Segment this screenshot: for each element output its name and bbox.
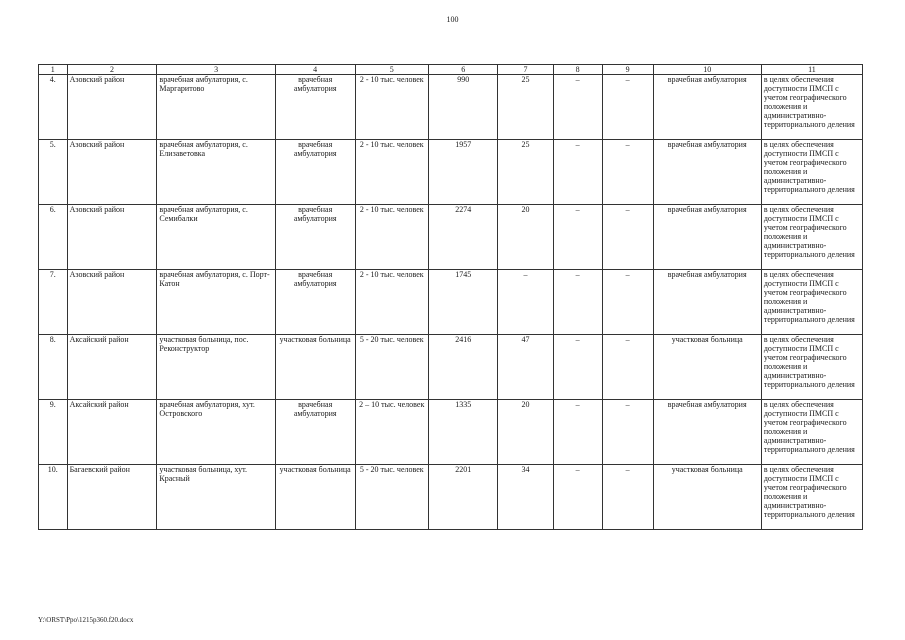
col7-value: 20 bbox=[498, 205, 553, 270]
col-header: 9 bbox=[602, 65, 653, 75]
row-number: 4. bbox=[39, 75, 68, 140]
planned-type-cell: врачебная амбулатория bbox=[653, 400, 761, 465]
population-cell: 2 - 10 тыс. человек bbox=[355, 140, 429, 205]
col9-value: – bbox=[602, 75, 653, 140]
facility-type-cell: врачебная амбулатория bbox=[275, 270, 355, 335]
district-cell: Азовский район bbox=[67, 205, 157, 270]
table-row bbox=[39, 205, 863, 270]
col7-value: 20 bbox=[498, 400, 553, 465]
col7-value: 47 bbox=[498, 335, 553, 400]
facility-type-cell: врачебная амбулатория bbox=[275, 400, 355, 465]
table-row bbox=[39, 335, 863, 400]
col-header: 6 bbox=[429, 65, 498, 75]
population-cell: 5 - 20 тыс. человек bbox=[355, 335, 429, 400]
col-header: 10 bbox=[653, 65, 761, 75]
col6-value: 1957 bbox=[429, 140, 498, 205]
col9-value: – bbox=[602, 140, 653, 205]
col8-value: – bbox=[553, 140, 602, 205]
col8-value: – bbox=[553, 75, 602, 140]
facilities-table bbox=[38, 64, 863, 530]
col9-value: – bbox=[602, 465, 653, 530]
population-cell: 2 - 10 тыс. человек bbox=[355, 270, 429, 335]
district-cell: Азовский район bbox=[67, 270, 157, 335]
col6-value: 2274 bbox=[429, 205, 498, 270]
population-cell: 2 - 10 тыс. человек bbox=[355, 205, 429, 270]
col9-value: – bbox=[602, 270, 653, 335]
col8-value: – bbox=[553, 270, 602, 335]
facility-type-cell: участковая больница bbox=[275, 335, 355, 400]
district-cell: Аксайский район bbox=[67, 400, 157, 465]
facility-cell: участковая больница, пос. Реконструктор bbox=[157, 335, 275, 400]
justification-cell: в целях обеспечения доступности ПМСП с учетом географического положения и административно-территориального деления bbox=[761, 335, 862, 400]
district-cell: Багаевский район bbox=[67, 465, 157, 530]
justification-cell: в целях обеспечения доступности ПМСП с учетом географического положения и административно-территориального деления bbox=[761, 75, 862, 140]
facility-cell: врачебная амбулатория, с. Маргаритово bbox=[157, 75, 275, 140]
planned-type-cell: врачебная амбулатория bbox=[653, 205, 761, 270]
col7-value: 25 bbox=[498, 75, 553, 140]
facility-type-cell: участковая больница bbox=[275, 465, 355, 530]
col-header: 8 bbox=[553, 65, 602, 75]
facility-cell: врачебная амбулатория, с. Семибалки bbox=[157, 205, 275, 270]
row-number: 9. bbox=[39, 400, 68, 465]
district-cell: Азовский район bbox=[67, 140, 157, 205]
planned-type-cell: врачебная амбулатория bbox=[653, 75, 761, 140]
col8-value: – bbox=[553, 205, 602, 270]
facility-cell: врачебная амбулатория, с. Порт-Катон bbox=[157, 270, 275, 335]
page-number: 100 bbox=[446, 15, 459, 24]
population-cell: 5 - 20 тыс. человек bbox=[355, 465, 429, 530]
col6-value: 2201 bbox=[429, 465, 498, 530]
col-header: 4 bbox=[275, 65, 355, 75]
table-row bbox=[39, 140, 863, 205]
facility-cell: врачебная амбулатория, с. Елизаветовка bbox=[157, 140, 275, 205]
facility-cell: участковая больница, хут. Красный bbox=[157, 465, 275, 530]
col8-value: – bbox=[553, 465, 602, 530]
col-header: 5 bbox=[355, 65, 429, 75]
col6-value: 1335 bbox=[429, 400, 498, 465]
justification-cell: в целях обеспечения доступности ПМСП с учетом географического положения и административно-территориального деления bbox=[761, 205, 862, 270]
district-cell: Аксайский район bbox=[67, 335, 157, 400]
col-header: 1 bbox=[39, 65, 68, 75]
col8-value: – bbox=[553, 335, 602, 400]
row-number: 10. bbox=[39, 465, 68, 530]
col-header: 3 bbox=[157, 65, 275, 75]
file-path-footer: Y:\ORST\Ppo\1215p360.f20.docx bbox=[38, 616, 134, 624]
planned-type-cell: участковая больница bbox=[653, 335, 761, 400]
justification-cell: в целях обеспечения доступности ПМСП с учетом географического положения и административно-территориального деления bbox=[761, 465, 862, 530]
planned-type-cell: врачебная амбулатория bbox=[653, 270, 761, 335]
population-cell: 2 - 10 тыс. человек bbox=[355, 75, 429, 140]
col9-value: – bbox=[602, 400, 653, 465]
planned-type-cell: участковая больница bbox=[653, 465, 761, 530]
col7-value: 25 bbox=[498, 140, 553, 205]
col-header: 11 bbox=[761, 65, 862, 75]
col-header: 2 bbox=[67, 65, 157, 75]
col9-value: – bbox=[602, 335, 653, 400]
justification-cell: в целях обеспечения доступности ПМСП с учетом географического положения и административно-территориального деления bbox=[761, 270, 862, 335]
row-number: 6. bbox=[39, 205, 68, 270]
col6-value: 1745 bbox=[429, 270, 498, 335]
col9-value: – bbox=[602, 205, 653, 270]
table-row bbox=[39, 270, 863, 335]
col8-value: – bbox=[553, 400, 602, 465]
justification-cell: в целях обеспечения доступности ПМСП с учетом географического положения и административно-территориального деления bbox=[761, 140, 862, 205]
column-number-row bbox=[39, 65, 863, 75]
table-row bbox=[39, 465, 863, 530]
district-cell: Азовский район bbox=[67, 75, 157, 140]
row-number: 8. bbox=[39, 335, 68, 400]
table-row bbox=[39, 400, 863, 465]
facility-cell: врачебная амбулатория, хут. Островского bbox=[157, 400, 275, 465]
facility-type-cell: врачебная амбулатория bbox=[275, 205, 355, 270]
planned-type-cell: врачебная амбулатория bbox=[653, 140, 761, 205]
col-header: 7 bbox=[498, 65, 553, 75]
row-number: 7. bbox=[39, 270, 68, 335]
col7-value: – bbox=[498, 270, 553, 335]
facility-type-cell: врачебная амбулатория bbox=[275, 140, 355, 205]
facility-type-cell: врачебная амбулатория bbox=[275, 75, 355, 140]
col7-value: 34 bbox=[498, 465, 553, 530]
table-row bbox=[39, 75, 863, 140]
col6-value: 2416 bbox=[429, 335, 498, 400]
row-number: 5. bbox=[39, 140, 68, 205]
col6-value: 990 bbox=[429, 75, 498, 140]
population-cell: 2 – 10 тыс. человек bbox=[355, 400, 429, 465]
justification-cell: в целях обеспечения доступности ПМСП с учетом географического положения и административно-территориального деления bbox=[761, 400, 862, 465]
